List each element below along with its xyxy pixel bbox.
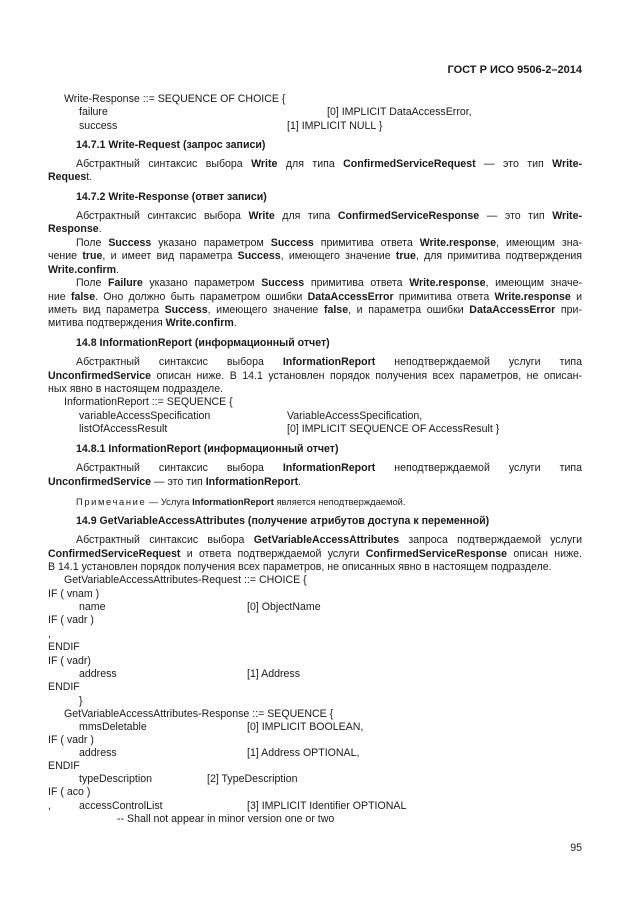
asn1-definition: InformationReport ::= SEQUENCE { xyxy=(64,396,233,408)
asn1-field-type: [3] IMPLICIT Identifier OPTIONAL xyxy=(247,800,407,812)
asn1-field-type: [0] IMPLICIT SEQUENCE OF AccessResult } xyxy=(287,423,500,435)
asn1-directive: IF ( aco ) xyxy=(48,786,91,798)
paragraph-line: ных явно в настоящем подразделе. xyxy=(48,383,224,395)
paragraph-line: Response. xyxy=(48,223,102,235)
page-number: 95 xyxy=(570,842,582,854)
section-heading: 14.7.2 Write-Response (ответ записи) xyxy=(76,191,267,203)
asn1-separator: , xyxy=(48,800,51,812)
paragraph-line: Поле Failure указано параметром Success примитива ответа Write.response, имеющим значе- xyxy=(76,277,582,289)
section-heading: 14.7.1 Write-Request (запрос записи) xyxy=(76,139,266,151)
asn1-field-name: success xyxy=(79,120,118,132)
asn1-field-type: [1] IMPLICIT NULL } xyxy=(287,120,383,132)
asn1-close-brace: } xyxy=(79,695,83,707)
asn1-field-name: name xyxy=(79,601,106,613)
asn1-field-type: [0] IMPLICIT BOOLEAN, xyxy=(247,721,364,733)
asn1-directive: IF ( vadr ) xyxy=(48,614,94,626)
paragraph-line: иметь вид параметра Success, имеющего значение false, и параметра ошибки DataAccessError при- xyxy=(48,304,582,316)
asn1-definition: GetVariableAccessAttributes-Response ::= SEQUENCE { xyxy=(64,708,334,720)
asn1-field-type: [0] IMPLICIT DataAccessError, xyxy=(327,106,472,118)
section-heading: 14.8.1 InformationReport (информационный отчет) xyxy=(76,443,339,455)
paragraph-line: митива подтверждения Write.confirm. xyxy=(48,317,237,329)
paragraph-line: Request. xyxy=(48,171,93,183)
paragraph-line: Абстрактный синтаксис выбора InformationReport неподтверждаемой услуги типа xyxy=(76,462,582,474)
asn1-field-name: accessControlList xyxy=(79,800,163,812)
asn1-field-name: mmsDeletable xyxy=(79,721,147,733)
asn1-field-name: typeDescription xyxy=(79,773,153,785)
asn1-definition: GetVariableAccessAttributes-Request ::= CHOICE { xyxy=(64,574,307,586)
asn1-field-name: address xyxy=(79,668,117,680)
asn1-directive: ENDIF xyxy=(48,641,80,653)
paragraph-line: Поле Success указано параметром Success примитива ответа Write.response, имеющим зна- xyxy=(76,237,583,249)
asn1-field-type: [2] TypeDescription xyxy=(207,773,298,785)
paragraph-line: UnconfirmedService — это тип InformationReport. xyxy=(48,476,302,488)
asn1-field-type: VariableAccessSpecification, xyxy=(287,410,423,422)
asn1-directive: ENDIF xyxy=(48,681,80,693)
asn1-directive: IF ( vadr ) xyxy=(48,734,94,746)
paragraph-line: UnconfirmedService описан ниже. В 14.1 установлен порядок получения всех параметров, не описан- xyxy=(48,370,582,382)
asn1-comment: -- Shall not appear in minor version one or two xyxy=(117,813,335,825)
section-heading: 14.8 InformationReport (информационный отчет) xyxy=(76,337,330,349)
asn1-field-name: listOfAccessResult xyxy=(79,423,168,435)
note-label: Примечание xyxy=(76,496,147,507)
paragraph-line: В 14.1 установлен порядок получения всех параметров, не описанных явно в настоящем подразделе. xyxy=(48,561,552,573)
section-heading: 14.9 GetVariableAccessAttributes (получение атрибутов доступа к переменной) xyxy=(76,515,490,527)
document-header: ГОСТ Р ИСО 9506-2–2014 xyxy=(447,64,582,76)
asn1-field-name: variableAccessSpecification xyxy=(79,410,211,422)
paragraph-line: Абстрактный синтаксис выбора Write для типа ConfirmedServiceRequest — это тип Write- xyxy=(76,158,582,170)
asn1-field-type: [0] ObjectName xyxy=(247,601,321,613)
asn1-directive: IF ( vnam ) xyxy=(48,588,100,600)
asn1-definition: Write-Response ::= SEQUENCE OF CHOICE { xyxy=(64,93,286,105)
asn1-field-name: failure xyxy=(79,106,108,118)
paragraph-line: Абстрактный синтаксис выбора Write для типа ConfirmedServiceResponse — это тип Write- xyxy=(76,210,583,222)
asn1-separator: , xyxy=(48,628,51,640)
paragraph-line: Абстрактный синтаксис выбора GetVariableAccessAttributes запроса подтверждаемой услуги xyxy=(76,534,582,546)
asn1-field-name: address xyxy=(79,747,117,759)
paragraph-line: ConfirmedServiceRequest и ответа подтверждаемой услуги ConfirmedServiceResponse описан ниже. xyxy=(48,548,582,560)
note: Примечание — Услуга InformationReport является неподтверждаемой. xyxy=(76,496,406,507)
asn1-directive: ENDIF xyxy=(48,760,80,772)
paragraph-line: чение true, и имеет вид параметра Success, имеющего значение true, для примитива подтверждения xyxy=(48,250,582,262)
asn1-field-type: [1] Address OPTIONAL, xyxy=(247,747,360,759)
paragraph-line: ние false. Оно должно быть параметром ошибки DataAccessError примитива ответа Write.response и xyxy=(48,291,582,303)
asn1-field-type: [1] Address xyxy=(247,668,300,680)
asn1-directive: IF ( vadr) xyxy=(48,655,91,667)
paragraph-line: Абстрактный синтаксис выбора InformationReport неподтверждаемой услуги типа xyxy=(76,356,582,368)
paragraph-line: Write.confirm. xyxy=(48,264,120,276)
